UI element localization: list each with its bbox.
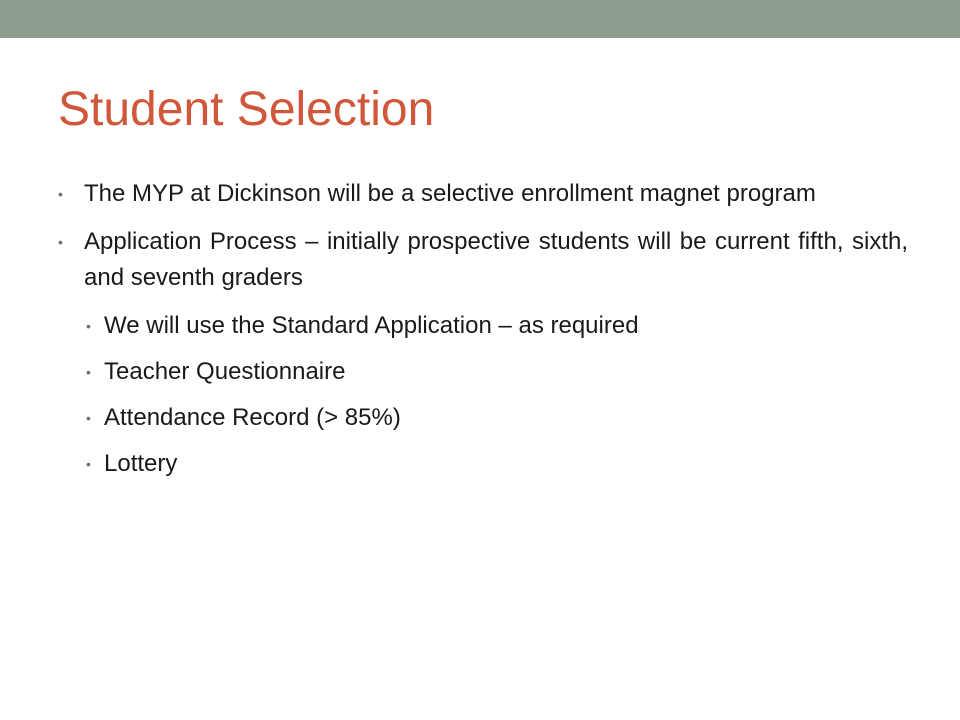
top-decorative-bar xyxy=(0,0,960,38)
slide-title: Student Selection xyxy=(58,83,435,136)
bullet-dot-icon: • xyxy=(58,186,63,202)
bullet-dot-icon: • xyxy=(86,318,91,334)
bullet-dot-icon: • xyxy=(86,364,91,380)
bullet-list xyxy=(58,176,908,482)
bullet-text: The MYP at Dickinson will be a selective enrollment magnet program xyxy=(84,180,816,207)
bullet-dot-icon: • xyxy=(86,410,91,426)
bullet-text: We will use the Standard Application – as required xyxy=(104,312,639,339)
bullet-text: Teacher Questionnaire xyxy=(104,358,346,385)
bullet-text: Lottery xyxy=(104,450,178,477)
bullet-dot-icon: • xyxy=(58,234,63,250)
sub-bullet-item-lottery xyxy=(58,446,908,482)
bullet-item-selective-enrollment xyxy=(58,176,908,212)
sub-bullet-item-attendance-record xyxy=(58,400,908,436)
bullet-item-application-process xyxy=(58,224,908,296)
sub-bullet-item-teacher-questionnaire xyxy=(58,354,908,390)
bullet-text: Attendance Record (> 85%) xyxy=(104,404,401,431)
bullet-text: Application Process – initially prospective students will be current fifth, sixth, and seventh graders xyxy=(84,228,908,291)
bullet-dot-icon: • xyxy=(86,456,91,472)
sub-bullet-item-standard-application xyxy=(58,308,908,344)
